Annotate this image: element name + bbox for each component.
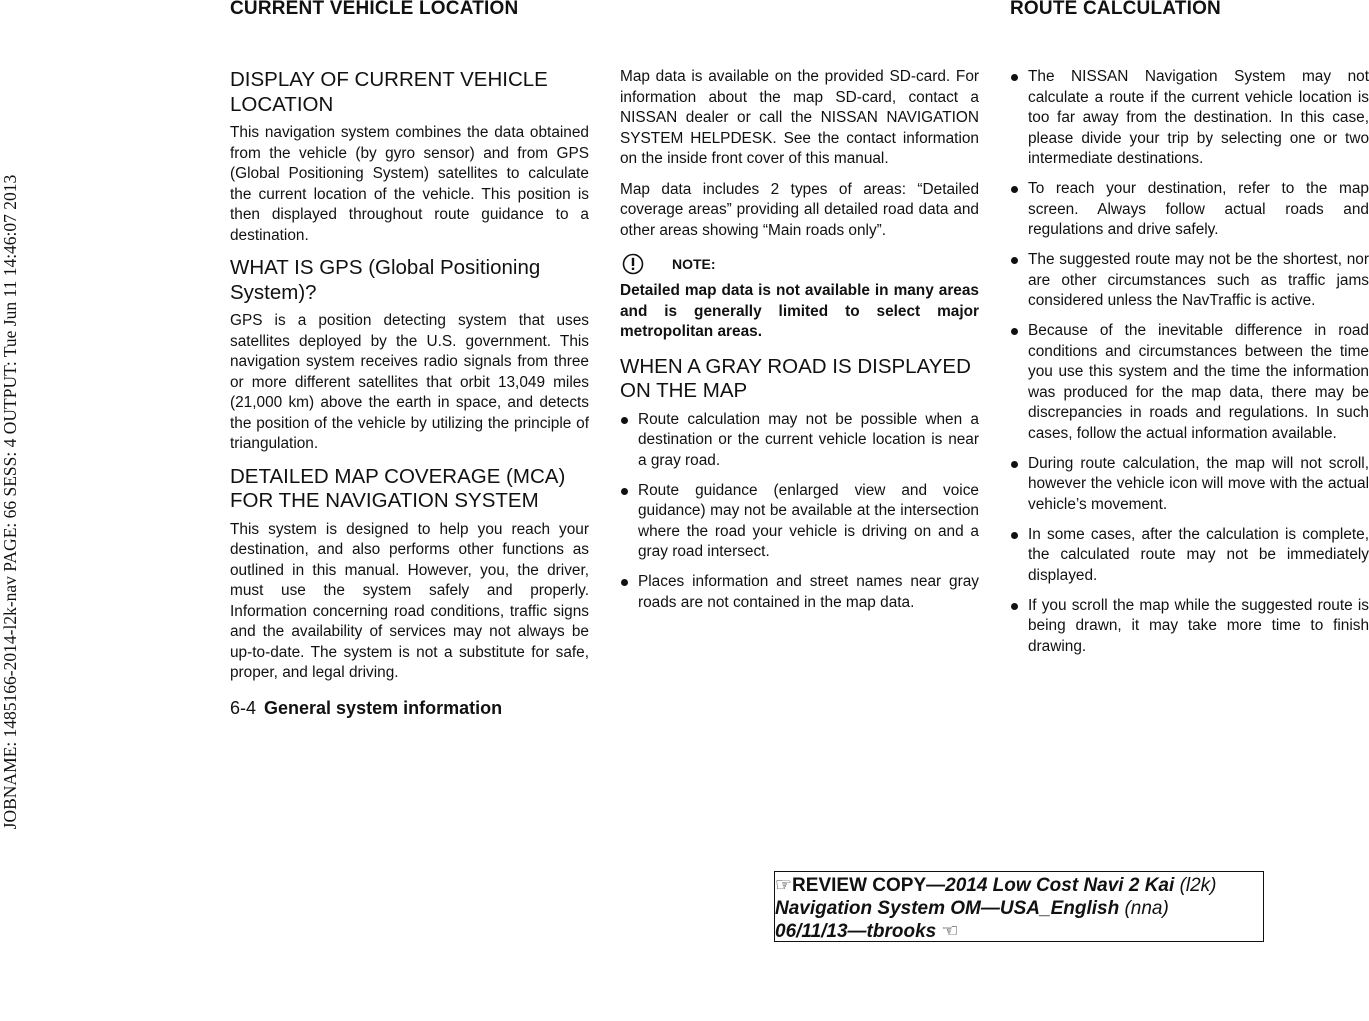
page-number: 6-4 xyxy=(230,698,257,718)
bullet-icon xyxy=(621,579,628,586)
review-line-2: Navigation System OM—USA_English (nna) xyxy=(775,898,1169,919)
list-item: Route calculation may not be possible when a destination or the current vehicle location is near a gray road. xyxy=(620,410,979,472)
job-info-label: JOBNAME: 1485166-2014-l2k-nav PAGE: 66 SESS: 4 OUTPUT: Tue Jun 11 14:46:07 2013 xyxy=(0,174,20,830)
bullet-icon xyxy=(1011,328,1018,335)
caution-icon xyxy=(622,253,644,275)
note-label: NOTE: xyxy=(672,255,716,272)
list-item: The suggested route may not be the shortest, nor are other circumstances such as traffic jams considered unless the NavTraffic is active. xyxy=(1010,250,1369,312)
heading-display-current-location: DISPLAY OF CURRENT VEHICLE LOCATION xyxy=(230,68,548,116)
bullet-icon xyxy=(621,488,628,495)
heading-gray-road: WHEN A GRAY ROAD IS DISPLAYED ON THE MAP xyxy=(620,354,971,402)
review-copy-box xyxy=(774,871,1264,942)
list-item: Route guidance (enlarged view and voice guidance) may not be available at the intersection where the road your vehicle is driving on and a gray road intersect. xyxy=(620,481,979,563)
column-left xyxy=(230,68,589,684)
heading-what-is-gps: WHAT IS GPS (Global Positioning System)? xyxy=(230,256,541,304)
section-name: General system information xyxy=(264,698,503,718)
bullet-icon xyxy=(621,417,628,424)
header-route-calculation: ROUTE CALCULATION xyxy=(1010,0,1221,19)
paragraph-display: This navigation system combines the data obtained from the vehicle (by gyro sensor) and from GPS (Global Positioning System) satellites to calculate the current location of the vehicle. This position is then displayed throughout route guidance to a destination. xyxy=(230,124,589,244)
review-line-3: 06/11/13—tbrooks ☜ xyxy=(775,921,959,942)
note-header xyxy=(622,253,979,275)
note-text: Detailed map data is not available in many areas and is generally limited to select major metropolitan areas. xyxy=(620,282,979,340)
list-item: During route calculation, the map will not scroll, however the vehicle icon will move with the actual vehicle’s movement. xyxy=(1010,454,1369,516)
gray-road-list xyxy=(620,410,979,614)
bullet-icon xyxy=(1011,74,1018,81)
column-middle xyxy=(620,67,979,623)
route-calculation-list xyxy=(1010,67,1369,657)
heading-map-coverage: DETAILED MAP COVERAGE (MCA) FOR THE NAVIGATION SYSTEM xyxy=(230,464,566,512)
column-right xyxy=(1010,67,1369,667)
header-current-vehicle-location: CURRENT VEHICLE LOCATION xyxy=(230,0,519,19)
paragraph-gps: GPS is a position detecting system that uses satellites deployed by the U.S. government. This navigation system receives radio signals from three or more different satellites that orbit 13,049 miles (21,000 km) above the earth in space, and detects the position of the vehicle by utilizing the principle of triangulation. xyxy=(230,312,589,452)
list-item: Because of the inevitable difference in road conditions and circumstances between the time you use this system and the time the information was produced for the map data, there may be discrepancies in roads and regulations. In such cases, follow the actual information available. xyxy=(1010,321,1369,444)
bullet-icon xyxy=(1011,186,1018,193)
pointing-hand-left-icon: ☜ xyxy=(941,921,959,942)
list-item: Places information and street names near gray roads are not contained in the map data. xyxy=(620,572,979,613)
list-item: If you scroll the map while the suggested route is being drawn, it may take more time to finish drawing. xyxy=(1010,596,1369,658)
bullet-icon xyxy=(1011,461,1018,468)
bullet-icon xyxy=(1011,603,1018,610)
paragraph-area-types: Map data includes 2 types of areas: “Detailed coverage areas” providing all detailed road data and other areas showing “Main roads only”. xyxy=(620,180,979,239)
bullet-icon xyxy=(1011,532,1018,539)
list-item: The NISSAN Navigation System may not calculate a route if the current vehicle location is too far away from the destination. In this case, please divide your trip by selecting one or two intermediate destinations. xyxy=(1010,67,1369,170)
paragraph-map-data: Map data is available on the provided SD-card. For information about the map SD-card, contact a NISSAN dealer or call the NISSAN NAVIGATION SYSTEM HELPDESK. See the contact information on the inside front cover of this manual. xyxy=(620,68,979,167)
page-footer xyxy=(230,698,502,719)
bullet-icon xyxy=(1011,257,1018,264)
pointing-hand-right-icon: ☞ xyxy=(775,875,793,896)
paragraph-coverage: This system is designed to help you reach your destination, and also performs other functions as outlined in this manual. However, you, the driver, must use the system safely and properly. Information concerning road conditions, traffic signs and the availability of services may not always be up-to-date. The system is not a substitute for safe, proper, and legal driving. xyxy=(230,520,589,681)
review-line-1: ☞REVIEW COPY—2014 Low Cost Navi 2 Kai (l2k) xyxy=(775,875,1217,896)
list-item: In some cases, after the calculation is complete, the calculated route may not be immediately displayed. xyxy=(1010,525,1369,587)
list-item: To reach your destination, refer to the map screen. Always follow actual roads and regulations and drive safely. xyxy=(1010,179,1369,241)
